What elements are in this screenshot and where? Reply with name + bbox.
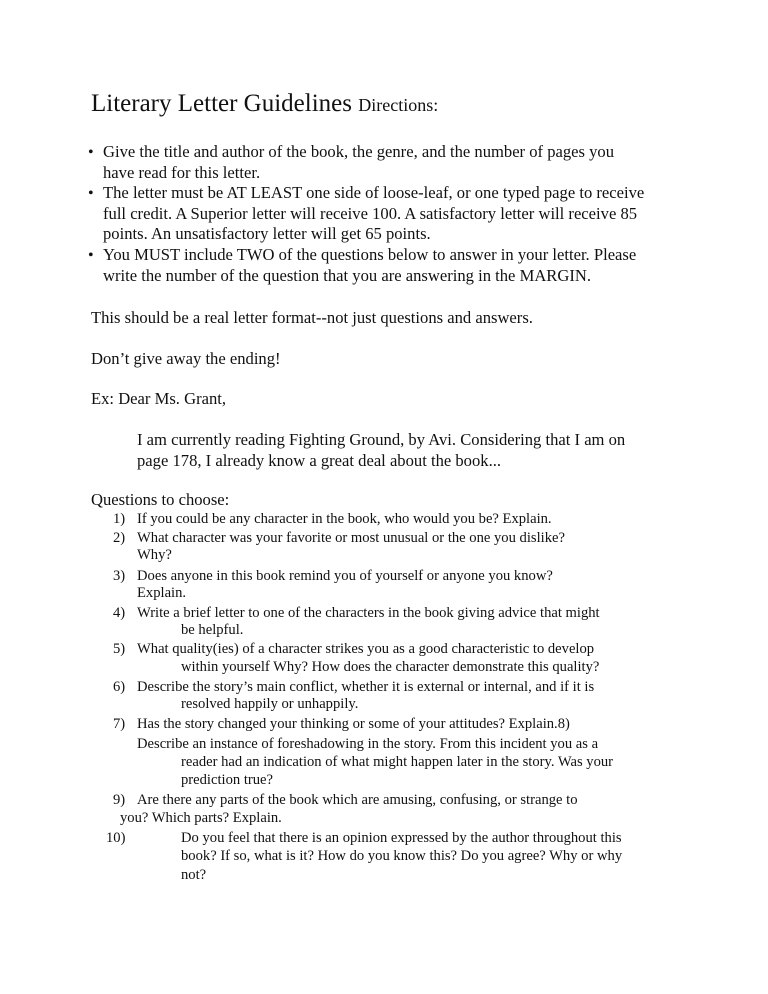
example-line: I am currently reading Fighting Ground, by Avi. Considering that I am on [137, 430, 626, 449]
question-number: 6) [113, 679, 126, 695]
question-line: you? Which parts? Explain. [120, 810, 282, 826]
bullet-icon: • [88, 185, 94, 202]
question-line: be helpful. [181, 622, 244, 638]
question-line: Has the story changed your thinking or some of your attitudes? Explain.8) [137, 716, 570, 732]
bullet-line: write the number of the question that you are answering in the MARGIN. [103, 265, 592, 285]
bullet-icon: • [88, 247, 94, 264]
question-line: Does anyone in this book remind you of yourself or anyone you know? [137, 568, 553, 584]
question-line: book? If so, what is it? How do you know this? Do you agree? Why or why [181, 848, 623, 864]
bullet-line: have read for this letter. [103, 162, 261, 182]
bullet-item-1 [103, 142, 614, 183]
question-line: reader had an indication of what might happen later in the story. Was your [181, 754, 614, 770]
question-number: 5) [113, 641, 126, 657]
question-line: prediction true? [181, 772, 273, 788]
bullet-line: full credit. A Superior letter will receive 100. A satisfactory letter will receive 85 [103, 203, 638, 223]
question-number: 3) [113, 568, 126, 584]
bullet-line: points. An unsatisfactory letter will get 65 points. [103, 224, 431, 243]
bullet-item-3 [103, 245, 636, 286]
question-line: Explain. [137, 585, 187, 601]
title-main: Literary Letter Guidelines [91, 90, 352, 117]
bullet-line: The letter must be AT LEAST one side of loose-leaf, or one typed page to receive [103, 183, 645, 202]
example-line: page 178, I already know a great deal about the book... [137, 450, 502, 470]
question-line: Describe an instance of foreshadowing in the story. From this incident you as a [137, 736, 599, 752]
example-body [137, 430, 625, 471]
question-line: What quality(ies) of a character strikes you as a good characteristic to develop [137, 641, 595, 657]
bullet-item-2 [103, 183, 644, 245]
question-line: Why? [137, 547, 172, 563]
question-number: 7) [113, 716, 126, 732]
question-line: Describe the story’s main conflict, whether it is external or internal, and if it is [137, 679, 595, 695]
title-directions: Directions: [358, 95, 439, 115]
bullet-icon: • [88, 144, 94, 161]
example-salutation: Ex: Dear Ms. Grant, [91, 389, 227, 408]
question-line: Are there any parts of the book which are amusing, confusing, or strange to [137, 792, 578, 808]
format-note: This should be a real letter format--not just questions and answers. [91, 308, 533, 327]
ending-note: Don’t give away the ending! [91, 349, 281, 368]
question-line: What character was your favorite or most unusual or the one you dislike? [137, 530, 565, 546]
question-line: Do you feel that there is an opinion expressed by the author throughout this [181, 830, 622, 846]
question-line: resolved happily or unhappily. [181, 696, 359, 712]
question-line: If you could be any character in the book, who would you be? Explain. [137, 511, 552, 527]
bullet-line: You MUST include TWO of the questions below to answer in your letter. Please [103, 245, 637, 264]
questions-heading: Questions to choose: [91, 490, 230, 509]
question-number: 2) [113, 530, 126, 546]
question-number: 9) [113, 792, 126, 808]
question-number: 4) [113, 605, 126, 621]
question-line: not? [181, 867, 207, 883]
page-title [91, 90, 438, 118]
bullet-line: Give the title and author of the book, the genre, and the number of pages you [103, 142, 615, 161]
question-number: 1) [113, 511, 126, 527]
question-number: 10) [106, 830, 126, 846]
question-line: Write a brief letter to one of the characters in the book giving advice that might [137, 605, 600, 621]
question-line: within yourself Why? How does the character demonstrate this quality? [181, 659, 600, 675]
